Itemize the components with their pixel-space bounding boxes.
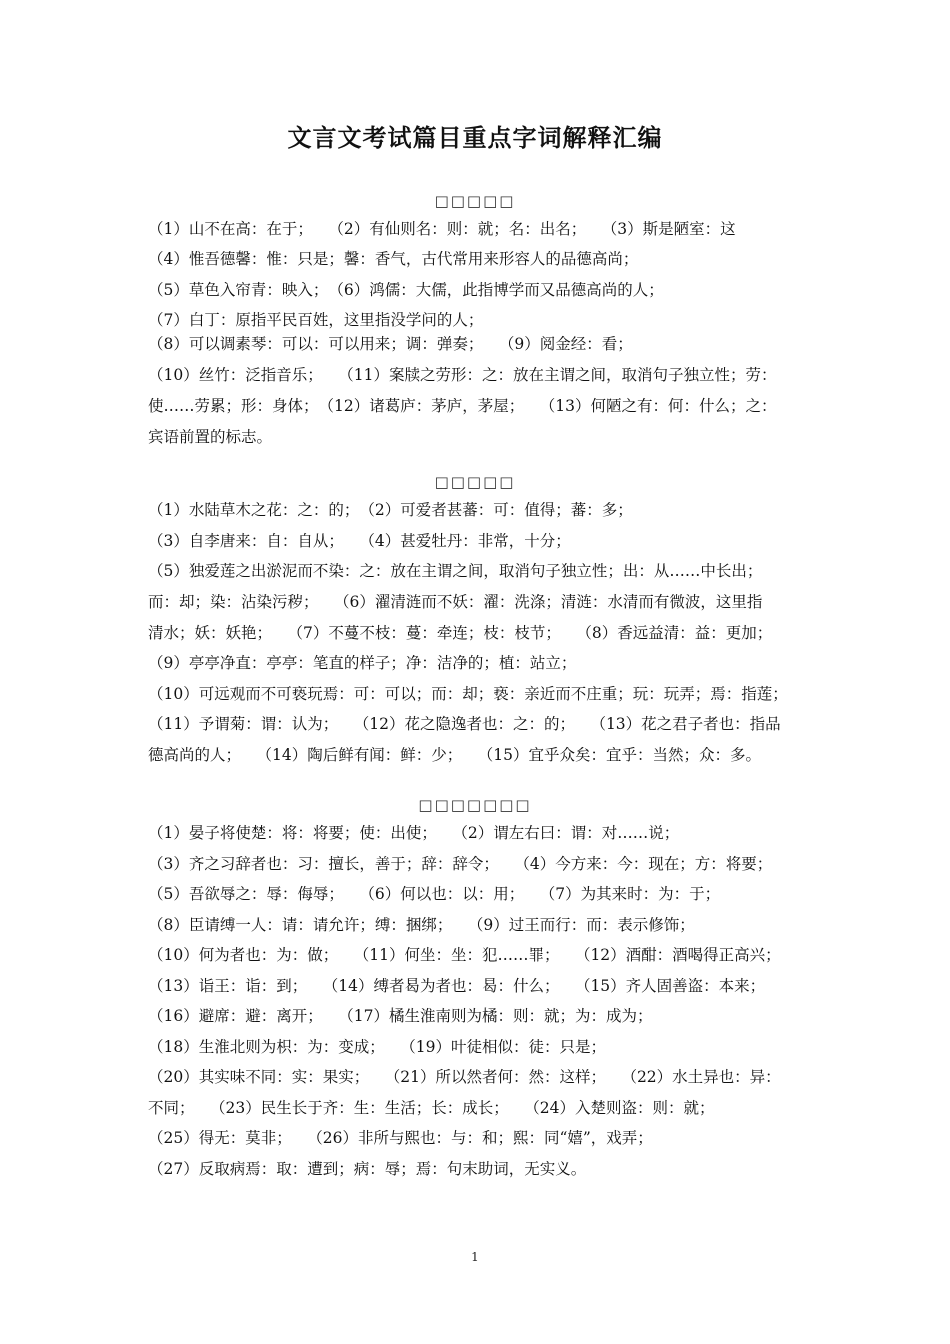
- text-line: （18）生淮北则为枳：为：变成； （19）叶徒相似：徒：只是；: [148, 1038, 606, 1056]
- text-line: （5）草色入帘青：映入； （6）鸿儒：大儒，此指博学而又品德高尚的人；: [148, 281, 664, 299]
- text-line: （8）可以调素琴：可以：可以用来；调：弹奏； （9）阅金经：看；: [148, 335, 633, 353]
- text-line: （7）白丁：原指平民百姓，这里指没学问的人；: [148, 311, 484, 329]
- text-line: （3）齐之习辞者也：习：擅长，善于；辞：辞令； （4）今方来：今：现在；方：将要；: [148, 855, 773, 873]
- text-line: （10）何为者也：为：做； （11）何坐：坐：犯……罪； （12）酒酣：酒喝得正高兴；: [148, 946, 781, 964]
- text-line: （1）山不在高：在于； （2）有仙则名：则：就；名：出名； （3）斯是陋室：这: [148, 220, 736, 238]
- text-line: （10）丝竹：泛指音乐； （11）案牍之劳形：之：放在主谓之间，取消句子独立性；劳：: [148, 366, 777, 384]
- text-line: （5）吾欲辱之：辱：侮辱； （6）何以也：以：用； （7）为其来时：为：于；: [148, 885, 721, 903]
- text-line: （27）反取病焉：取：遭到；病：辱；焉：句末助词，无实义。: [148, 1160, 587, 1178]
- section-heading: □□□□□: [434, 192, 516, 210]
- text-line: （1）水陆草木之花：之：的； （2）可爱者甚蕃：可：值得；蕃：多；: [148, 501, 633, 519]
- text-line: （11）予谓菊：谓：认为； （12）花之隐逸者也：之：的； （13）花之君子者也：指品: [148, 715, 781, 733]
- text-line: （5）独爱莲之出淤泥而不染：之：放在主谓之间，取消句子独立性；出：从……中长出；: [148, 562, 763, 580]
- document-title: 文言文考试篇目重点字词解释汇编: [287, 124, 663, 152]
- text-line: 而：却；染：沾染污秽； （6）濯清涟而不妖：濯：洗涤；清涟：水清而有微波，这里指: [148, 593, 763, 611]
- section-heading: □□□□□: [434, 473, 516, 491]
- page-number: 1: [471, 1250, 479, 1264]
- text-line: （3）自李唐来：自：自从； （4）甚爱牡丹：非常，十分；: [148, 532, 571, 550]
- text-line: （16）避席：避：离开； （17）橘生淮南则为橘：则：就；为：成为；: [148, 1007, 653, 1025]
- text-line: 宾语前置的标志。: [148, 428, 273, 446]
- text-line: （1）晏子将使楚：将：将要；使：出使； （2）谓左右曰：谓：对……说；: [148, 824, 680, 842]
- section-heading: □□□□□□□: [418, 796, 532, 814]
- text-line: 清水；妖：妖艳； （7）不蔓不枝：蔓：牵连；枝：枝节； （8）香远益清：益：更加；: [148, 624, 773, 642]
- text-line: （10）可远观而不可亵玩焉：可：可以；而：却；亵：亲近而不庄重；玩：玩弄；焉：指莲；: [148, 685, 788, 703]
- text-line: （8）臣请缚一人：请：请允许；缚：捆绑； （9）过王而行：而：表示修饰；: [148, 916, 695, 934]
- text-line: （9）亭亭净直：亭亭：笔直的样子；净：洁净的；植：站立；: [148, 654, 577, 672]
- text-line: 德高尚的人； （14）陶后鲜有闻：鲜：少； （15）宜乎众矣：宜乎：当然；众：多。: [148, 746, 761, 764]
- text-line: （13）诣王：诣：到； （14）缚者曷为者也：曷：什么； （15）齐人固善盗：本来；: [148, 977, 766, 995]
- text-line: （20）其实味不同：实：果实； （21）所以然者何：然：这样； （22）水土异也：异：: [148, 1068, 781, 1086]
- text-line: 不同； （23）民生长于齐：生：生活；长：成长； （24）入楚则盗：则：就；: [148, 1099, 715, 1117]
- text-line: （4）惟吾德馨：惟：只是；馨：香气，古代常用来形容人的品德高尚；: [148, 250, 639, 268]
- text-line: 使……劳累；形：身体； （12）诸葛庐：茅庐，茅屋； （13）何陋之有：何：什么；之：: [148, 397, 777, 415]
- text-line: （25）得无：莫非； （26）非所与熙也：与：和；熙：同“嬉”，戏弄；: [148, 1129, 653, 1147]
